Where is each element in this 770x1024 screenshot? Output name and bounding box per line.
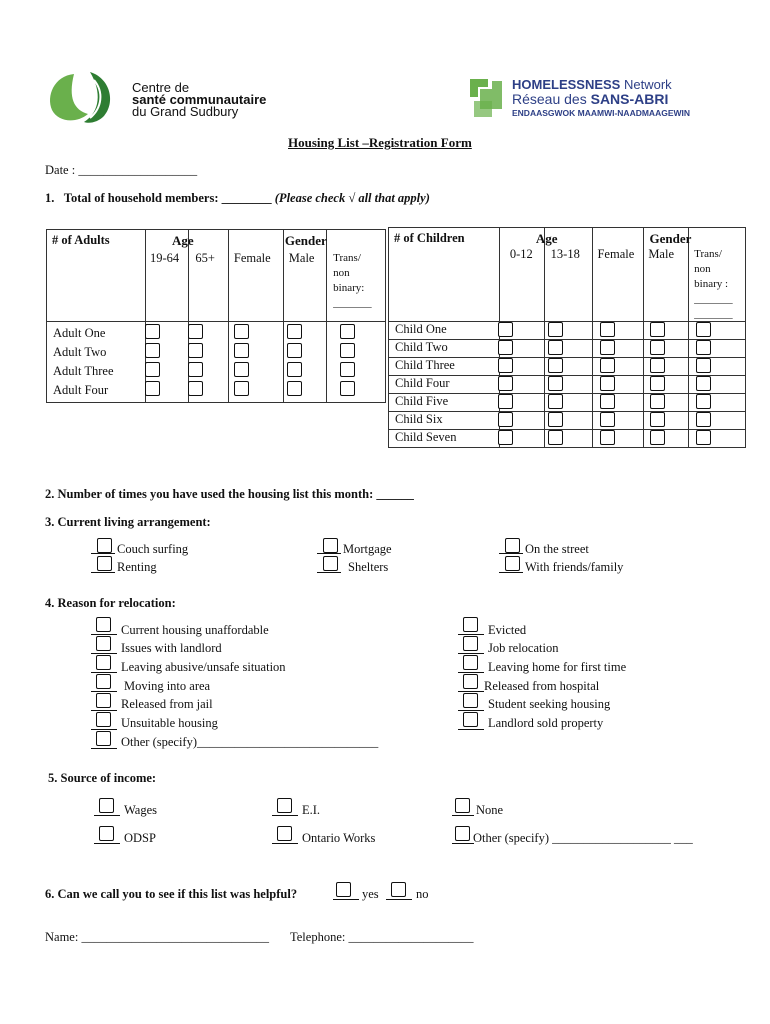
child-checkbox[interactable] (650, 394, 665, 409)
option-checkbox[interactable] (505, 556, 520, 571)
no-label: no (416, 887, 429, 901)
option-label: Job relocation (488, 641, 559, 655)
children-gender-header: Gender (649, 231, 692, 246)
child-checkbox[interactable] (696, 430, 711, 445)
option-label: Other (specify) ___________________ ___ (473, 831, 693, 845)
option-checkbox[interactable] (463, 674, 478, 689)
adults-age-col: 19-64 (149, 251, 180, 265)
form-title: Housing List –Registration Form (288, 135, 472, 150)
option-label: Issues with landlord (121, 641, 222, 655)
network-logo-line1: HOMELESSNESS Network (512, 77, 672, 92)
adult-checkbox[interactable] (188, 362, 203, 377)
adult-checkbox[interactable] (188, 343, 203, 358)
option-checkbox[interactable] (323, 538, 338, 553)
option-label: Unsuitable housing (121, 716, 218, 730)
q6-question: 6. Can we call you to see if this list was helpful? (45, 887, 298, 901)
child-checkbox[interactable] (650, 412, 665, 427)
child-checkbox[interactable] (650, 430, 665, 445)
option-label: Other (specify)_____________________________ (121, 735, 379, 749)
children-age-col: 13-18 (550, 247, 580, 261)
option-checkbox[interactable] (96, 674, 111, 689)
adult-row-label: Adult Four (53, 383, 109, 397)
adult-checkbox[interactable] (287, 343, 302, 358)
adults-gender-header: Gender (284, 233, 327, 248)
child-checkbox[interactable] (696, 340, 711, 355)
leaf-logo-icon (44, 68, 124, 126)
option-checkbox[interactable] (96, 636, 111, 651)
child-checkbox[interactable] (650, 340, 665, 355)
option-label: E.I. (302, 803, 321, 817)
child-checkbox[interactable] (650, 358, 665, 373)
children-age-col: 0-12 (509, 247, 533, 261)
child-checkbox[interactable] (498, 322, 513, 337)
option-label: Evicted (488, 623, 527, 637)
children-trans-label: Trans/ non binary : _______ _______ (694, 248, 733, 320)
adult-checkbox[interactable] (145, 324, 160, 339)
child-checkbox[interactable] (600, 358, 615, 373)
network-mark-icon (468, 77, 506, 119)
child-checkbox[interactable] (696, 394, 711, 409)
option-checkbox[interactable] (96, 655, 111, 670)
yes-checkbox[interactable] (336, 882, 351, 897)
child-checkbox[interactable] (696, 376, 711, 391)
child-checkbox[interactable] (548, 358, 563, 373)
child-row-label: Child Six (389, 412, 500, 430)
q3-title: 3. Current living arrangement: (45, 515, 211, 529)
child-checkbox[interactable] (600, 340, 615, 355)
option-checkbox[interactable] (97, 556, 112, 571)
adult-checkbox[interactable] (234, 343, 249, 358)
child-checkbox[interactable] (600, 322, 615, 337)
csc-logo-line1: Centre de (132, 80, 190, 95)
adult-row-label: Adult Two (53, 345, 107, 359)
child-checkbox[interactable] (548, 322, 563, 337)
child-checkbox[interactable] (696, 412, 711, 427)
network-logo-line3: ENDAASGWOK MAAMWI-NAADMAAGEWIN (512, 108, 691, 118)
option-checkbox[interactable] (455, 826, 470, 841)
children-age-header: Age (535, 231, 558, 246)
adults-gender-col: Female (233, 251, 271, 265)
adults-age-header: Age (171, 233, 194, 248)
option-checkbox[interactable] (455, 798, 470, 813)
adults-table (46, 229, 386, 403)
option-checkbox[interactable] (463, 617, 478, 632)
child-checkbox[interactable] (498, 358, 513, 373)
adults-trans-label: Trans/ non binary: _______ (333, 252, 372, 309)
child-checkbox[interactable] (600, 430, 615, 445)
adult-checkbox[interactable] (145, 362, 160, 377)
adult-row-label: Adult One (53, 326, 106, 340)
option-label: ODSP (124, 831, 156, 845)
children-gender-col: Male (648, 247, 674, 261)
child-checkbox[interactable] (548, 412, 563, 427)
option-label: Released from hospital (484, 679, 600, 693)
child-checkbox[interactable] (548, 394, 563, 409)
option-label: Student seeking housing (488, 697, 611, 711)
option-label: Wages (124, 803, 158, 817)
date-field[interactable]: Date : ___________________ (45, 163, 198, 177)
child-checkbox[interactable] (498, 412, 513, 427)
telephone-field[interactable]: Telephone: ____________________ (290, 930, 474, 944)
child-row-label: Child One (389, 322, 500, 340)
child-row-label: Child Four (389, 376, 500, 394)
child-checkbox[interactable] (650, 376, 665, 391)
option-label: Renting (117, 560, 157, 574)
adult-checkbox[interactable] (234, 324, 249, 339)
option-checkbox[interactable] (505, 538, 520, 553)
q4-title: 4. Reason for relocation: (45, 596, 176, 610)
adult-checkbox[interactable] (145, 343, 160, 358)
option-label: Released from jail (121, 697, 213, 711)
option-label: Ontario Works (302, 831, 376, 845)
option-label: Leaving home for first time (488, 660, 627, 674)
option-checkbox[interactable] (463, 636, 478, 651)
child-checkbox[interactable] (600, 412, 615, 427)
option-checkbox[interactable] (96, 617, 111, 632)
option-label: Leaving abusive/unsafe situation (121, 660, 286, 674)
child-checkbox[interactable] (650, 322, 665, 337)
option-checkbox[interactable] (323, 556, 338, 571)
adult-checkbox[interactable] (287, 381, 302, 396)
option-checkbox[interactable] (277, 826, 292, 841)
child-checkbox[interactable] (548, 376, 563, 391)
adult-checkbox[interactable] (145, 381, 160, 396)
option-label: Moving into area (124, 679, 211, 693)
child-checkbox[interactable] (498, 430, 513, 445)
option-label: Landlord sold property (488, 716, 604, 730)
csc-logo-line3: du Grand Sudbury (132, 104, 239, 119)
adults-gender-col: Male (288, 251, 315, 265)
option-checkbox[interactable] (96, 693, 111, 708)
child-row-label: Child Seven (389, 430, 500, 448)
adult-checkbox[interactable] (188, 324, 203, 339)
adults-col-header: # of Adults (47, 230, 146, 322)
q2-times-used[interactable]: 2. Number of times you have used the housing list this month: ______ (45, 487, 414, 501)
child-checkbox[interactable] (498, 340, 513, 355)
option-label: None (476, 803, 504, 817)
option-checkbox[interactable] (463, 655, 478, 670)
adult-checkbox[interactable] (188, 381, 203, 396)
child-checkbox[interactable] (696, 322, 711, 337)
option-checkbox[interactable] (96, 731, 111, 746)
adult-checkbox[interactable] (287, 324, 302, 339)
adult-checkbox[interactable] (234, 381, 249, 396)
option-label: Couch surfing (117, 542, 189, 556)
q5-title: 5. Source of income: (48, 771, 157, 785)
option-checkbox[interactable] (99, 826, 114, 841)
children-col-header: # of Children (389, 228, 500, 322)
option-label: Shelters (348, 560, 389, 574)
adult-checkbox[interactable] (340, 324, 355, 339)
option-checkbox[interactable] (96, 712, 111, 727)
child-row-label: Child Five (389, 394, 500, 412)
adult-checkbox[interactable] (340, 362, 355, 377)
child-checkbox[interactable] (548, 430, 563, 445)
child-checkbox[interactable] (498, 376, 513, 391)
no-checkbox[interactable] (391, 882, 406, 897)
option-checkbox[interactable] (99, 798, 114, 813)
option-label: On the street (525, 542, 589, 556)
child-checkbox[interactable] (498, 394, 513, 409)
child-checkbox[interactable] (548, 340, 563, 355)
csc-logo-line2: santé communautaire (132, 92, 267, 107)
adult-checkbox[interactable] (287, 362, 302, 377)
option-label: With friends/family (525, 560, 624, 574)
option-checkbox[interactable] (97, 538, 112, 553)
child-checkbox[interactable] (600, 394, 615, 409)
adults-age-col: 65+ (195, 251, 215, 265)
option-checkbox[interactable] (463, 712, 478, 727)
child-row-label: Child Three (389, 358, 500, 376)
child-checkbox[interactable] (696, 358, 711, 373)
option-label: Mortgage (343, 542, 392, 556)
network-logo-line2: Réseau des SANS-ABRI (512, 91, 669, 107)
children-table (388, 227, 746, 448)
option-label: Current housing unaffordable (121, 623, 269, 637)
adult-row-label: Adult Three (53, 364, 114, 378)
adult-checkbox[interactable] (340, 381, 355, 396)
adult-checkbox[interactable] (234, 362, 249, 377)
option-checkbox[interactable] (463, 693, 478, 708)
adult-checkbox[interactable] (340, 343, 355, 358)
q1-household-members[interactable]: 1. Total of household members: ________ (Please check √ all that apply) (45, 191, 430, 205)
yes-label: yes (362, 887, 379, 901)
children-gender-col: Female (597, 247, 635, 261)
adults-row-labels (47, 322, 146, 403)
option-checkbox[interactable] (277, 798, 292, 813)
name-field[interactable]: Name: ______________________________ (45, 930, 269, 944)
child-checkbox[interactable] (600, 376, 615, 391)
child-row-label: Child Two (389, 340, 500, 358)
